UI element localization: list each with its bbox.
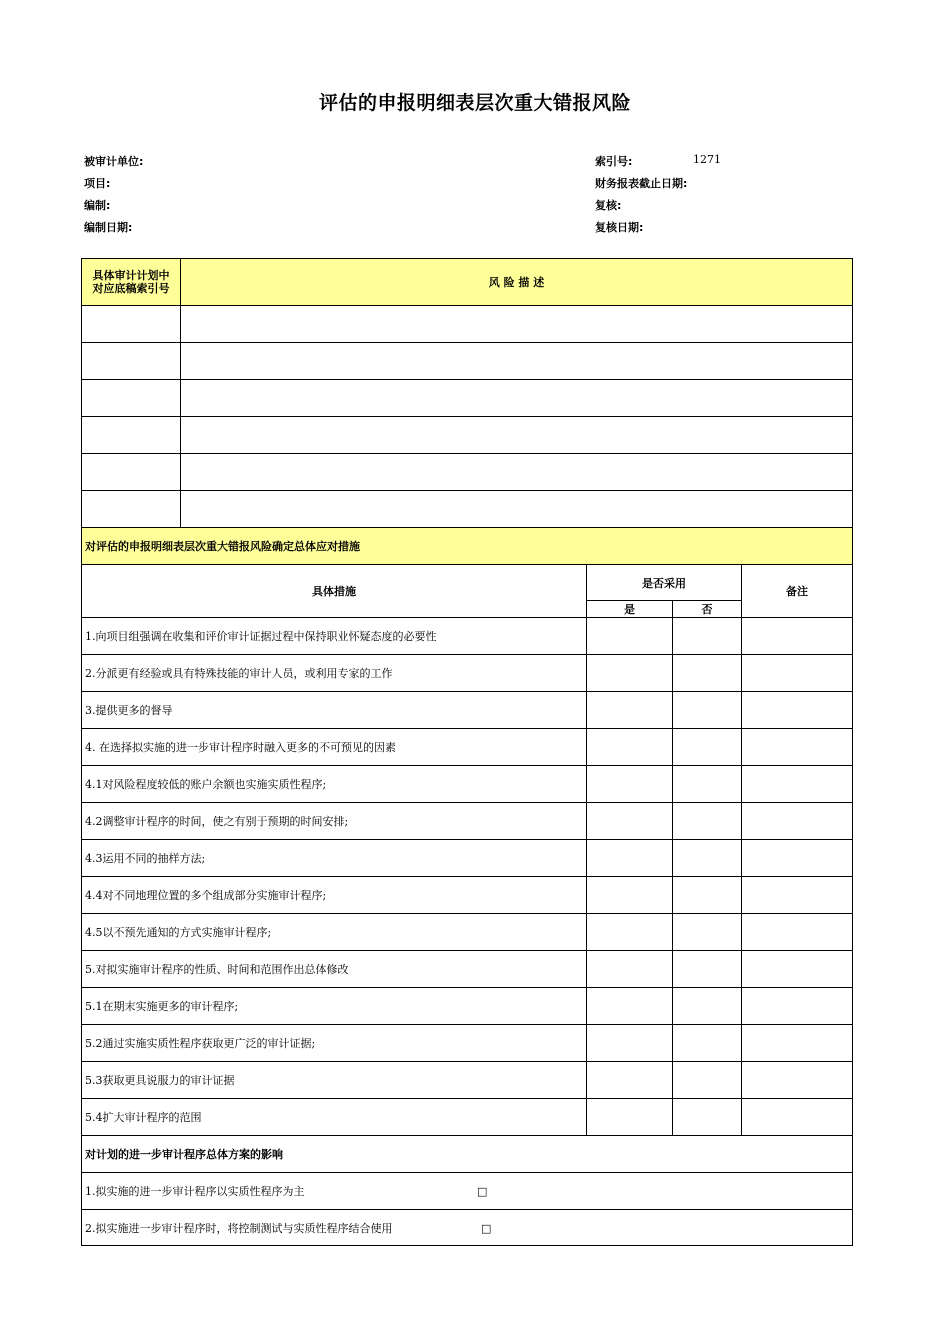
plan-item-text: 2.拟实施进一步审计程序时，将控制测试与实质性程序结合使用: [85, 1221, 393, 1235]
audit-form-table: [81, 258, 853, 1246]
no-cell[interactable]: [673, 1099, 742, 1136]
remark-cell[interactable]: [742, 1025, 853, 1062]
risk-description-cell[interactable]: [181, 380, 853, 417]
measure-row: [82, 988, 853, 1025]
no-cell[interactable]: [673, 803, 742, 840]
index-ref-header-line2: 对应底稿索引号: [92, 282, 170, 295]
remark-cell[interactable]: [742, 655, 853, 692]
yes-cell[interactable]: [587, 729, 673, 766]
measure-text: 2.分派更有经验或具有特殊技能的审计人员，或利用专家的工作: [82, 655, 587, 692]
plan-item: [82, 1173, 853, 1210]
risk-row: [82, 417, 853, 454]
measure-text: 3.提供更多的督导: [82, 692, 587, 729]
remark-cell[interactable]: [742, 1099, 853, 1136]
no-header: 否: [673, 601, 742, 618]
measure-row: [82, 729, 853, 766]
no-cell[interactable]: [673, 692, 742, 729]
yes-cell[interactable]: [587, 766, 673, 803]
prepared-label: 编制:: [84, 199, 111, 212]
risk-description-cell[interactable]: [181, 491, 853, 528]
measure-row: [82, 914, 853, 951]
remark-cell[interactable]: [742, 840, 853, 877]
measure-row: [82, 877, 853, 914]
measure-header: 具体措施: [82, 565, 587, 618]
remark-cell[interactable]: [742, 988, 853, 1025]
plan-section-title: 对计划的进一步审计程序总体方案的影响: [82, 1136, 853, 1173]
response-section-title: 对评估的申报明细表层次重大错报风险确定总体应对措施: [82, 528, 853, 565]
risk-row: [82, 454, 853, 491]
risk-row: [82, 491, 853, 528]
review-date-label: 复核日期:: [595, 221, 644, 234]
response-section-row: [82, 528, 853, 565]
no-cell[interactable]: [673, 1062, 742, 1099]
no-cell[interactable]: [673, 914, 742, 951]
remark-cell[interactable]: [742, 951, 853, 988]
adopted-header: 是否采用: [587, 565, 742, 601]
measure-text: 4. 在选择拟实施的进一步审计程序时融入更多的不可预见的因素: [82, 729, 587, 766]
risk-description-header: 风 险 描 述: [181, 259, 853, 306]
measure-row: [82, 655, 853, 692]
remark-header: 备注: [742, 565, 853, 618]
auditee-label: 被审计单位:: [84, 155, 144, 168]
plan-item-text: 1.拟实施的进一步审计程序以实质性程序为主: [85, 1185, 305, 1198]
plan-checkbox[interactable]: □: [481, 1221, 492, 1235]
remark-cell[interactable]: [742, 729, 853, 766]
risk-description-cell[interactable]: [181, 417, 853, 454]
index-ref-header-line1: 具体审计计划中: [92, 269, 170, 282]
remark-cell[interactable]: [742, 877, 853, 914]
risk-description-cell[interactable]: [181, 306, 853, 343]
risk-index-cell[interactable]: [82, 343, 181, 380]
yes-cell[interactable]: [587, 840, 673, 877]
measure-text: 5.4扩大审计程序的范围: [82, 1099, 587, 1136]
remark-cell[interactable]: [742, 618, 853, 655]
response-header-row: [82, 565, 853, 601]
measure-text: 4.1对风险程度较低的账户余额也实施实质性程序;: [82, 766, 587, 803]
risk-description-cell[interactable]: [181, 454, 853, 491]
index-value: 1271: [693, 153, 721, 166]
plan-row: [82, 1210, 853, 1246]
no-cell[interactable]: [673, 618, 742, 655]
measure-text: 5.3获取更具说服力的审计证据: [82, 1062, 587, 1099]
remark-cell[interactable]: [742, 803, 853, 840]
measure-text: 4.4对不同地理位置的多个组成部分实施审计程序;: [82, 877, 587, 914]
measure-text: 5.1在期末实施更多的审计程序;: [82, 988, 587, 1025]
measure-row: [82, 766, 853, 803]
prepared-date-label: 编制日期:: [84, 221, 133, 234]
project-label: 项目:: [84, 177, 111, 190]
risk-index-cell[interactable]: [82, 380, 181, 417]
plan-section-row: [82, 1136, 853, 1173]
measure-text: 4.5以不预先通知的方式实施审计程序;: [82, 914, 587, 951]
risk-description-cell[interactable]: [181, 343, 853, 380]
plan-checkbox[interactable]: □: [477, 1185, 488, 1198]
risk-index-cell[interactable]: [82, 491, 181, 528]
risk-header-row: [82, 259, 853, 306]
yes-cell[interactable]: [587, 618, 673, 655]
remark-cell[interactable]: [742, 766, 853, 803]
plan-item: [82, 1210, 853, 1246]
measure-text: 1.向项目组强调在收集和评价审计证据过程中保持职业怀疑态度的必要性: [82, 618, 587, 655]
index-ref-header: [82, 259, 181, 306]
measure-text: 4.3运用不同的抽样方法;: [82, 840, 587, 877]
risk-index-cell[interactable]: [82, 306, 181, 343]
no-cell[interactable]: [673, 766, 742, 803]
no-cell[interactable]: [673, 729, 742, 766]
measure-text: 5.2通过实施实质性程序获取更广泛的审计证据;: [82, 1025, 587, 1062]
measure-row: [82, 618, 853, 655]
remark-cell[interactable]: [742, 914, 853, 951]
risk-index-cell[interactable]: [82, 454, 181, 491]
measure-row: [82, 1062, 853, 1099]
no-cell[interactable]: [673, 951, 742, 988]
no-cell[interactable]: [673, 1025, 742, 1062]
measure-row: [82, 1099, 853, 1136]
measure-text: 4.2调整审计程序的时间，使之有别于预期的时间安排;: [82, 803, 587, 840]
measure-row: [82, 692, 853, 729]
remark-cell[interactable]: [742, 1062, 853, 1099]
risk-row: [82, 306, 853, 343]
risk-row: [82, 343, 853, 380]
page-title: 评估的申报明细表层次重大错报风险: [318, 92, 631, 114]
period-end-label: 财务报表截止日期:: [595, 177, 688, 190]
yes-cell[interactable]: [587, 1062, 673, 1099]
risk-index-cell[interactable]: [82, 417, 181, 454]
review-label: 复核:: [595, 199, 622, 212]
yes-cell[interactable]: [587, 877, 673, 914]
measure-row: [82, 840, 853, 877]
no-cell[interactable]: [673, 655, 742, 692]
risk-row: [82, 380, 853, 417]
no-cell[interactable]: [673, 877, 742, 914]
yes-cell[interactable]: [587, 1099, 673, 1136]
measure-row: [82, 803, 853, 840]
yes-cell[interactable]: [587, 803, 673, 840]
measure-row: [82, 1025, 853, 1062]
measure-row: [82, 951, 853, 988]
no-cell[interactable]: [673, 988, 742, 1025]
index-label: 索引号:: [595, 155, 633, 168]
yes-cell[interactable]: [587, 1025, 673, 1062]
remark-cell[interactable]: [742, 692, 853, 729]
measure-text: 5.对拟实施审计程序的性质、时间和范围作出总体修改: [82, 951, 587, 988]
yes-cell[interactable]: [587, 655, 673, 692]
yes-cell[interactable]: [587, 692, 673, 729]
yes-cell[interactable]: [587, 951, 673, 988]
no-cell[interactable]: [673, 840, 742, 877]
plan-row: [82, 1173, 853, 1210]
yes-header: 是: [587, 601, 673, 618]
yes-cell[interactable]: [587, 988, 673, 1025]
yes-cell[interactable]: [587, 914, 673, 951]
